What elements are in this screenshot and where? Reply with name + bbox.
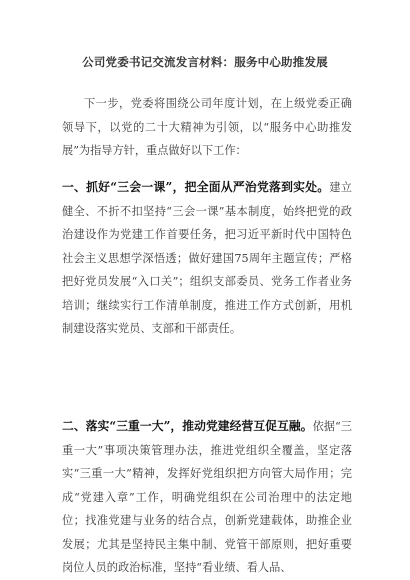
- section-2-body: 依据“三重一大”事项决策管理办法，推进党组织全覆盖，坚定落实“三重一大”精神，发挥好党组织把方向管大局作用；完成“党建入章”工作，明确党组织在公司治理中的法定地位；找准党建与业务的结合点，创新党建载体，助推企业发展；尤其是坚持民主集中制、党管干部原则，把好重要岗位人员的政治标准，坚持“看业绩、看人品、: [62, 420, 352, 574]
- section-1-body: 建立健全、不折不扣坚持“三会一课”基本制度，始终把党的政治建设作为党建工作首要任务，把习近平新时代中国特色社会主义思想学深悟透；做好建国75周年主题宣传；严格把好党员发展“入口关”；组织支部委员、党务工作者业务培训；继续实行工作清单制度，推进工作方式创新，用机制建设落实党员、支部和干部责任。: [62, 181, 352, 335]
- section-1-paragraph: [62, 176, 352, 341]
- intro-paragraph: 下一步，党委将围绕公司年度计划，在上级党委正确领导下，以党的二十大精神为引领，以“服务中心助推发展”为指导方针，重点做好以下工作：: [62, 97, 352, 157]
- section-2-heading: 二、落实“三重一大”，推动党建经营互促互融。: [62, 419, 313, 433]
- section-2-paragraph: [62, 415, 352, 580]
- section-1-heading: 一、抓好“三会一课”，把全面从严治党落到实处。: [62, 180, 330, 194]
- document-title: 公司党委书记交流发言材料：服务中心助推发展: [82, 55, 328, 69]
